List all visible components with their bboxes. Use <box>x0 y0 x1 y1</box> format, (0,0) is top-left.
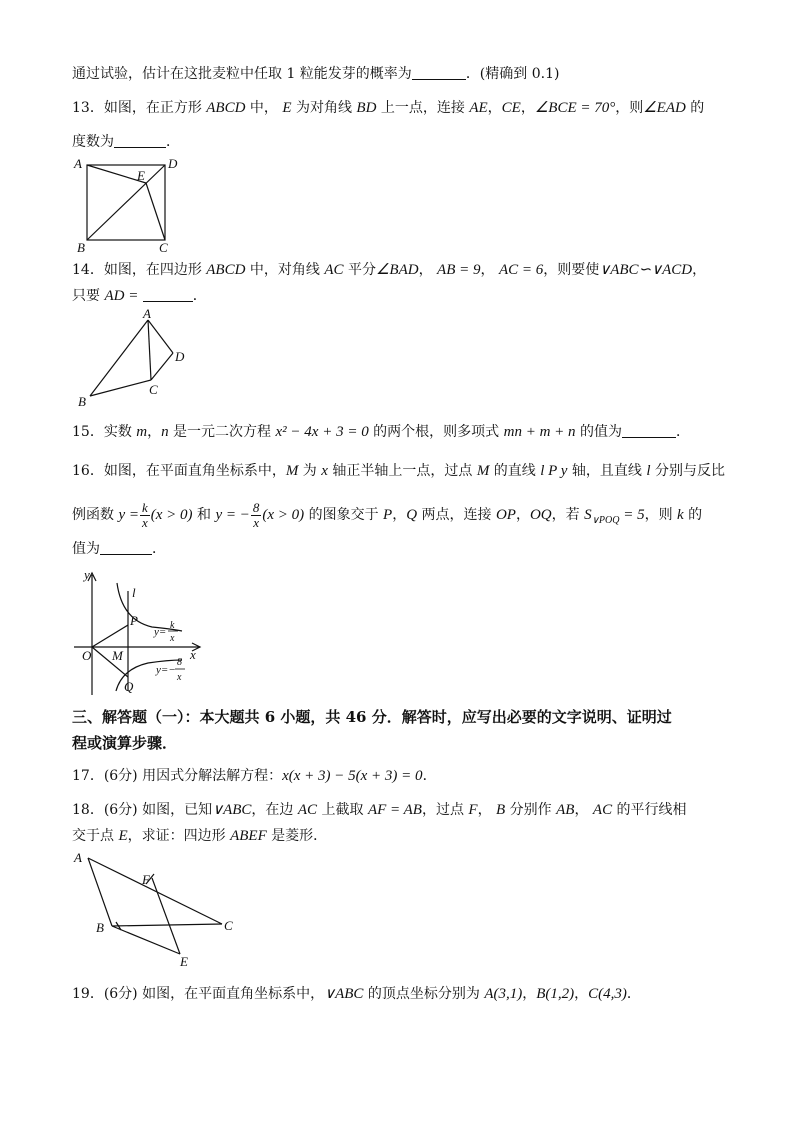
svg-text:k: k <box>170 620 175 631</box>
label-P: P <box>130 613 138 628</box>
q18-line2: 交于点 E，求证：四边形 ABEF 是菱形． <box>72 828 328 844</box>
q17: 17．(6分) 用因式分解法解方程：x(x + 3) − 5(x + 3) = 0． <box>72 768 437 784</box>
label-E: E <box>137 168 145 183</box>
label-M: M <box>112 648 123 663</box>
answer-blank[interactable] <box>143 287 193 302</box>
label-F: F <box>142 872 150 887</box>
q15: 15．实数 m，n 是一元二次方程 x² − 4x + 3 = 0 的两个根，则多项式 mn + m + n 的值为 ． <box>72 424 690 440</box>
origin-label: O <box>82 648 92 663</box>
q16-line2: 例函数 y = $\frac{k}{x}$ (x > 0) 和 y = − $\frac{8}{x}$ (x > 0) 的图象交于 P，Q 两点，连接 OP，OQ，若 $S_{\vee POQ} = 5$，则 k 的 <box>72 499 703 530</box>
section3-heading: 三、解答题（一）：本大题共 6 小题，共 46 分．解答时，应写出必要的文字说明、证明过 <box>72 708 672 726</box>
label-B: B <box>96 920 104 935</box>
q19: 19．(6分) 如图，在平面直角坐标系中，∨ABC 的顶点坐标分别为 A(3,1)，B(1,2)，C(4,3)． <box>72 986 641 1002</box>
section3-heading-cont: 程或演算步骤． <box>72 734 178 752</box>
curve2-label: y=− <box>156 664 176 676</box>
q16-line3: 值为 ． <box>72 541 166 557</box>
q18-line1: 18．(6分) 如图，已知∨ABC，在边 AC 上截取 AF = AB，过点 F， B 分别作 AB， AC 的平行线相 <box>72 802 687 818</box>
answer-blank[interactable] <box>622 423 676 438</box>
q16-line1: 16．如图，在平面直角坐标系中，M 为 x 轴正半轴上一点，过点 M 的直线 l P y 轴，且直线 l 分别与反比 <box>72 463 725 479</box>
label-D: D <box>175 349 185 364</box>
svg-text:x: x <box>170 633 175 644</box>
label-E: E <box>180 954 188 969</box>
axis-y-label: y <box>84 567 90 582</box>
q14-quadrilateral-figure <box>75 306 195 412</box>
label-C: C <box>159 240 168 255</box>
label-D: D <box>168 156 178 171</box>
q13-square-figure <box>70 152 190 257</box>
label-B: B <box>77 240 85 255</box>
answer-blank[interactable] <box>412 65 466 80</box>
label-A: A <box>143 306 151 321</box>
label-C: C <box>224 918 233 933</box>
label-B: B <box>78 394 86 409</box>
svg-text:x: x <box>177 672 182 683</box>
curve1-label: y= <box>154 626 167 638</box>
q12-tail: 通过试验，估计在这批麦粒中任取 1 粒能发芽的概率为 ．(精确到 0.1) <box>72 66 560 82</box>
label-A: A <box>74 156 82 171</box>
label-l: l <box>132 585 136 600</box>
q13-line2: 度数为 ． <box>72 134 180 150</box>
answer-blank[interactable] <box>100 540 152 555</box>
q16-coordinate-figure <box>72 565 208 701</box>
q14-line1: 14．如图，在四边形 ABCD 中，对角线 AC 平分∠BAD， AB = 9， AC = 6，则要使∨ABC∽∨ACD， <box>72 262 707 278</box>
svg-text:8: 8 <box>177 657 182 668</box>
label-A: A <box>74 850 82 865</box>
answer-blank[interactable] <box>114 133 166 148</box>
label-C: C <box>149 382 158 397</box>
q14-line2: 只要 AD = ． <box>72 288 207 304</box>
axis-x-label: x <box>190 647 196 662</box>
label-Q: Q <box>124 679 134 694</box>
q18-rhombus-figure <box>72 848 242 970</box>
q13-line1: 13．如图，在正方形 ABCD 中， E 为对角线 BD 上一点，连接 AE，CE，∠BCE = 70°，则∠EAD 的 <box>72 100 705 116</box>
